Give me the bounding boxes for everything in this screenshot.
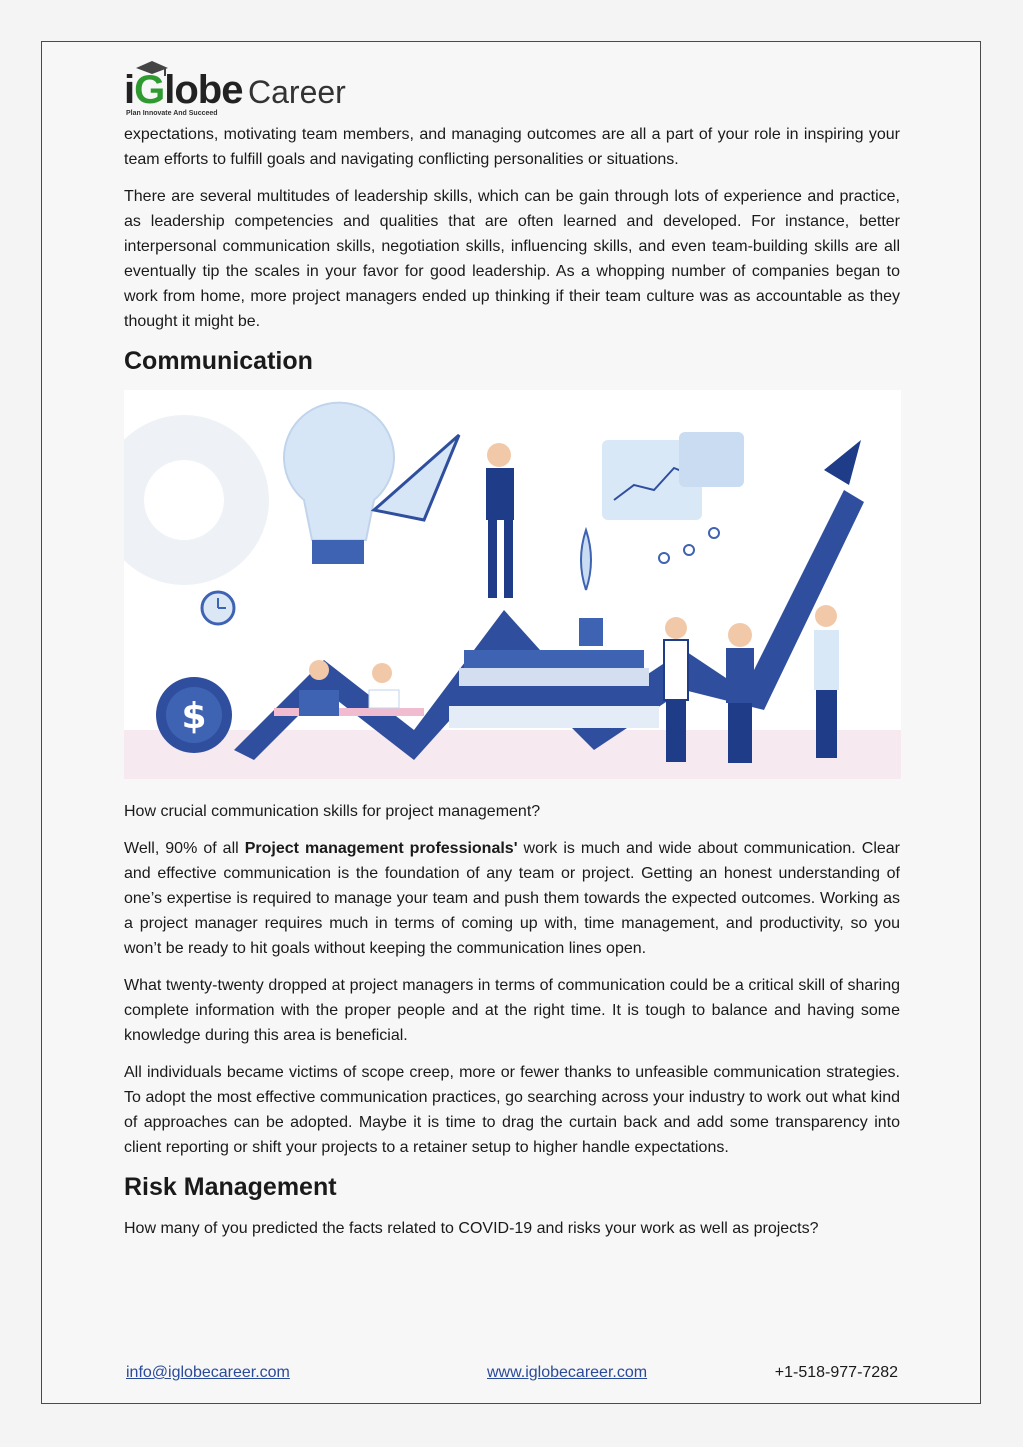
text-span: work is much and wide about communication. Clear and effective communication is the foundation of any team or project. Getting an honest understanding of one’s expertise is required to manage your team and push them towards the expected outcomes. Working as a project manager requires much in terms of coming up with, time management, and productivity, so you won’t be ready to hit goals without keeping the communication lines open.: [124, 840, 901, 957]
paragraph: expectations, motivating team members, and managing outcomes are all a part of your role in inspiring your team efforts to fulfill goals and navigating conflicting personalities or situations.: [124, 126, 900, 168]
plant-icon: [581, 530, 591, 590]
bold-text: Project management professionals': [244, 840, 518, 857]
main-content: [124, 122, 900, 1253]
logo-tagline: Plan Innovate And Succeed: [126, 110, 218, 117]
document-page: [41, 41, 981, 1404]
leadership-illustration: [124, 390, 901, 779]
paragraph: What twenty-twenty dropped at project managers in terms of communication could be a critical skill of sharing complete information with the proper people and at the right time. It is tough to balance and having some knowledge during this area is beneficial.: [124, 977, 900, 1044]
heading-communication: Communication: [124, 347, 313, 375]
phone-number: +1-518-977-7282: [774, 1364, 898, 1381]
svg-text:$: $: [181, 696, 207, 737]
text-span: Well, 90% of all: [124, 840, 245, 857]
paragraph: How many of you predicted the facts related to COVID-19 and risks your work as well as projects?: [124, 1220, 819, 1237]
logo-brand: iGlobe: [124, 68, 243, 112]
logo-career: Career: [248, 74, 346, 110]
iglobecareer-logo[interactable]: [124, 62, 364, 120]
paragraph: [124, 836, 900, 961]
email-link[interactable]: info@iglobecareer.com: [126, 1364, 290, 1381]
website-link[interactable]: www.iglobecareer.com: [487, 1364, 648, 1381]
paragraph: There are several multitudes of leadership skills, which can be gain through lots of experience and practice, as leadership competencies and qualities that are often learned and developed. For instance, better interpersonal communication skills, negotiation skills, influencing skills, and even team-building skills are all eventually tip the scales in your favor for good leadership. As a whopping number of companies began to work from home, more project managers ended up thinking if their team culture was as accountable as they thought it might be.: [124, 188, 900, 330]
heading-risk-management: Risk Management: [124, 1173, 337, 1201]
paragraph: How crucial communication skills for project management?: [124, 803, 541, 820]
paragraph: All individuals became victims of scope creep, more or fewer thanks to unfeasible communication strategies. To adopt the most effective communication practices, go searching across your industry to work out what kind of approaches can be adopted. Maybe it is time to drag the curtain back and add some transparency into client reporting or shift your projects to a retainer setup to higher handle expectations.: [124, 1064, 900, 1156]
